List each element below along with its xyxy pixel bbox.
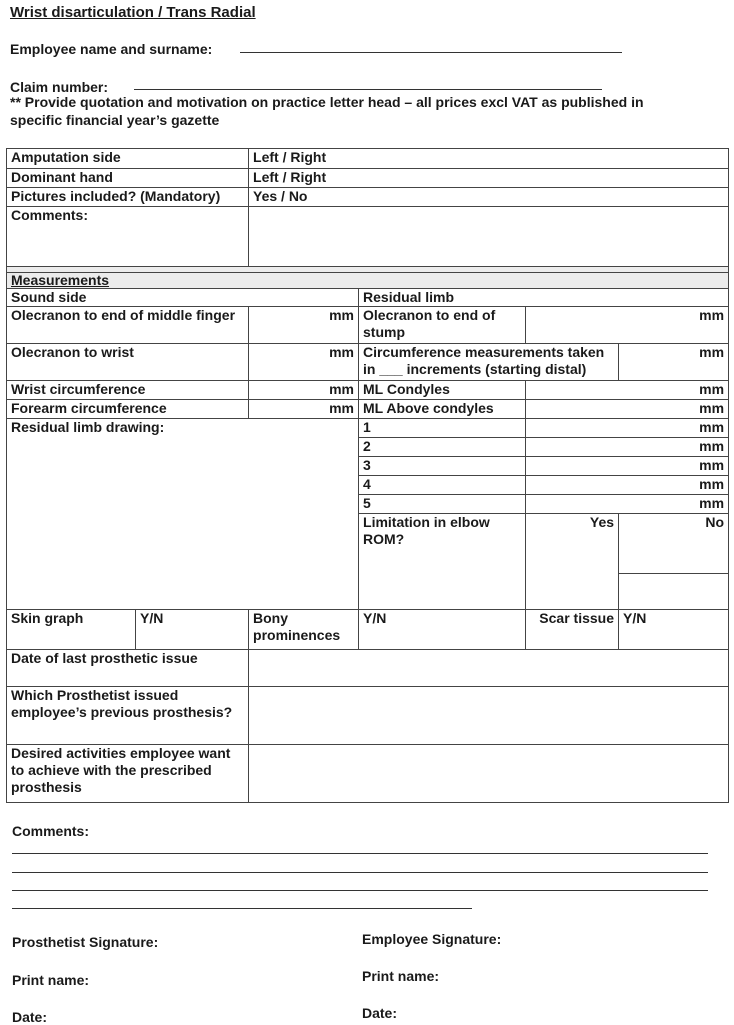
measurements-label: Measurements (11, 272, 110, 288)
olecranon-stump-label: Olecranon to end of stump (359, 307, 526, 344)
claim-number-line[interactable] (134, 89, 602, 90)
olecranon-wrist-value[interactable] (249, 344, 359, 381)
increment-label: 1 (359, 419, 526, 438)
desired-activities-label: Desired activities employee want to achieve with the prescribed prosthesis (7, 745, 249, 803)
unit-mm: mm (699, 307, 725, 323)
row-increment-1 (7, 419, 729, 438)
sound-side-label: Sound side (7, 289, 359, 307)
unit-mm: mm (329, 307, 355, 323)
row-olecranon-end (7, 307, 729, 344)
pictures-label: Pictures included? (Mandatory) (7, 188, 249, 207)
row-desired-activities (7, 745, 729, 803)
olecranon-stump-value[interactable] (526, 307, 729, 344)
which-prosthetist-field[interactable] (249, 687, 729, 745)
row-dominant-hand (7, 169, 729, 188)
row-comments (7, 207, 729, 267)
wrist-circumference-label: Wrist circumference (7, 381, 249, 400)
unit-mm: mm (329, 344, 355, 360)
increment-value[interactable] (526, 419, 729, 438)
desired-activities-field[interactable] (249, 745, 729, 803)
comment-line[interactable] (12, 872, 708, 873)
measurements-heading (7, 273, 729, 289)
which-prosthetist-label: Which Prosthetist issued employee’s previous prosthesis? (7, 687, 249, 745)
unit-mm: mm (329, 400, 355, 416)
wrist-circumference-value[interactable] (249, 381, 359, 400)
row-skin-bony-scar (7, 610, 729, 650)
pictures-value[interactable]: Yes / No (249, 188, 729, 207)
increment-value[interactable] (526, 476, 729, 495)
increment-value[interactable] (526, 495, 729, 514)
unit-mm: mm (699, 344, 725, 360)
unit-mm: mm (699, 400, 725, 416)
increment-value[interactable] (526, 457, 729, 476)
row-forearm-circumference (7, 400, 729, 419)
unit-mm: mm (329, 381, 355, 397)
form-title: Wrist disarticulation / Trans Radial (10, 4, 256, 21)
comment-line[interactable] (12, 890, 708, 891)
comment-line[interactable] (12, 853, 708, 854)
row-which-prosthetist (7, 687, 729, 745)
prosthetist-print-name-label: Print name: (12, 972, 90, 988)
scar-tissue-label: Scar tissue (526, 610, 619, 650)
residual-limb-drawing-area[interactable] (7, 419, 359, 610)
employee-name-line[interactable] (240, 52, 622, 53)
employee-date-label: Date: (362, 1005, 398, 1021)
scar-tissue-value[interactable]: Y/N (619, 610, 729, 650)
forearm-circumference-label: Forearm circumference (7, 400, 249, 419)
ml-above-condyles-value[interactable] (526, 400, 729, 419)
row-wrist-circumference (7, 381, 729, 400)
skin-graph-label: Skin graph (7, 610, 136, 650)
limitation-no[interactable]: No (619, 514, 729, 574)
olecranon-middle-finger-label: Olecranon to end of middle finger (7, 307, 249, 344)
dominant-hand-label: Dominant hand (7, 169, 249, 188)
prosthetist-date-label: Date: (12, 1009, 48, 1025)
bony-prominences-label: Bony prominences (249, 610, 359, 650)
row-olecranon-wrist (7, 344, 729, 381)
ml-condyles-label: ML Condyles (359, 381, 526, 400)
increment-label: 5 (359, 495, 526, 514)
limitation-elbow-rom-label: Limitation in elbow ROM? (359, 514, 526, 610)
unit-mm: mm (699, 476, 725, 492)
prosthesis-form-table (6, 148, 729, 803)
employee-signature-label: Employee Signature: (362, 931, 502, 947)
quotation-note-line1: ** Provide quotation and motivation on practice letter head – all prices excl VAT as published in (10, 94, 644, 110)
increment-value[interactable] (526, 438, 729, 457)
bony-prominences-value[interactable]: Y/N (359, 610, 526, 650)
limitation-no-extra (619, 574, 729, 610)
row-last-issue (7, 650, 729, 687)
prosthetist-signature-label: Prosthetist Signature: (12, 934, 159, 950)
increment-label: 3 (359, 457, 526, 476)
employee-print-name-label: Print name: (362, 968, 440, 984)
comments-field[interactable] (249, 207, 729, 267)
skin-graph-value[interactable]: Y/N (136, 610, 249, 650)
olecranon-wrist-label: Olecranon to wrist (7, 344, 249, 381)
footer-comments-label: Comments: (12, 823, 90, 839)
unit-mm: mm (699, 438, 725, 454)
employee-name-label: Employee name and surname: (10, 41, 213, 57)
row-pictures (7, 188, 729, 207)
ml-condyles-value[interactable] (526, 381, 729, 400)
unit-mm: mm (699, 381, 725, 397)
circumference-increments-value[interactable] (619, 344, 729, 381)
forearm-circumference-value[interactable] (249, 400, 359, 419)
claim-number-label: Claim number: (10, 79, 109, 95)
row-sides (7, 289, 729, 307)
last-issue-field[interactable] (249, 650, 729, 687)
unit-mm: mm (699, 457, 725, 473)
olecranon-middle-finger-value[interactable] (249, 307, 359, 344)
row-amputation-side (7, 149, 729, 169)
unit-mm: mm (699, 495, 725, 511)
quotation-note-line2: specific financial year’s gazette (10, 112, 220, 128)
residual-limb-drawing-label: Residual limb drawing: (11, 419, 165, 435)
circumference-increments-text: Circumference measurements taken in ___ increments (starting distal) (359, 344, 619, 381)
dominant-hand-value[interactable]: Left / Right (249, 169, 729, 188)
row-measurements (7, 273, 729, 289)
limitation-yes[interactable]: Yes (526, 514, 619, 610)
residual-limb-label: Residual limb (359, 289, 729, 307)
amputation-side-label: Amputation side (7, 149, 249, 169)
ml-above-condyles-label: ML Above condyles (359, 400, 526, 419)
amputation-side-value[interactable]: Left / Right (249, 149, 729, 169)
increment-label: 4 (359, 476, 526, 495)
increment-label: 2 (359, 438, 526, 457)
comment-line[interactable] (12, 908, 472, 909)
unit-mm: mm (699, 419, 725, 435)
last-issue-label: Date of last prosthetic issue (7, 650, 249, 687)
comments-label: Comments: (7, 207, 249, 267)
